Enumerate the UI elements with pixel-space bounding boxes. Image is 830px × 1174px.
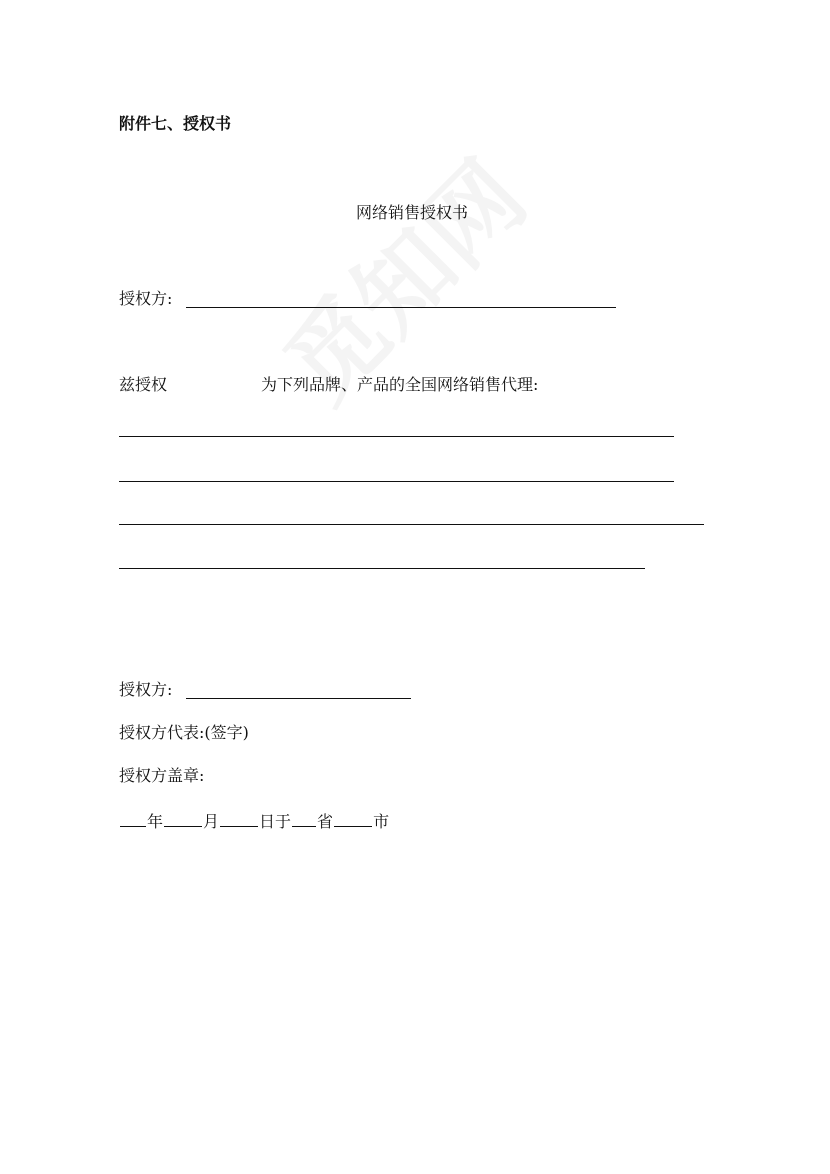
year-label: 年 xyxy=(147,812,164,831)
signature-grantor-blank-line xyxy=(186,698,411,699)
date-line xyxy=(119,810,389,832)
day-at-label: 日于 xyxy=(259,812,292,831)
province-label: 省 xyxy=(317,812,334,831)
representative-label: 授权方代表:(签字) xyxy=(119,723,249,742)
signature-grantor-label: 授权方: xyxy=(119,680,173,699)
product-blank-line xyxy=(119,436,674,437)
authorize-prefix: 兹授权 xyxy=(119,375,168,394)
seal-label: 授权方盖章: xyxy=(119,766,205,785)
month-blank xyxy=(164,810,202,827)
city-blank xyxy=(334,810,372,827)
page-title: 网络销售授权书 xyxy=(356,203,469,222)
grantor-blank-line xyxy=(186,307,616,308)
day-blank xyxy=(220,810,258,827)
grantor-label: 授权方: xyxy=(119,289,173,308)
year-blank xyxy=(120,810,146,827)
product-blank-line xyxy=(119,524,704,525)
authorize-text: 为下列品牌、产品的全国网络销售代理: xyxy=(261,375,539,394)
product-blank-line xyxy=(119,568,645,569)
province-blank xyxy=(292,810,316,827)
attachment-heading: 附件七、授权书 xyxy=(119,114,232,133)
month-label: 月 xyxy=(203,812,220,831)
city-label: 市 xyxy=(373,812,390,831)
product-blank-line xyxy=(119,481,674,482)
